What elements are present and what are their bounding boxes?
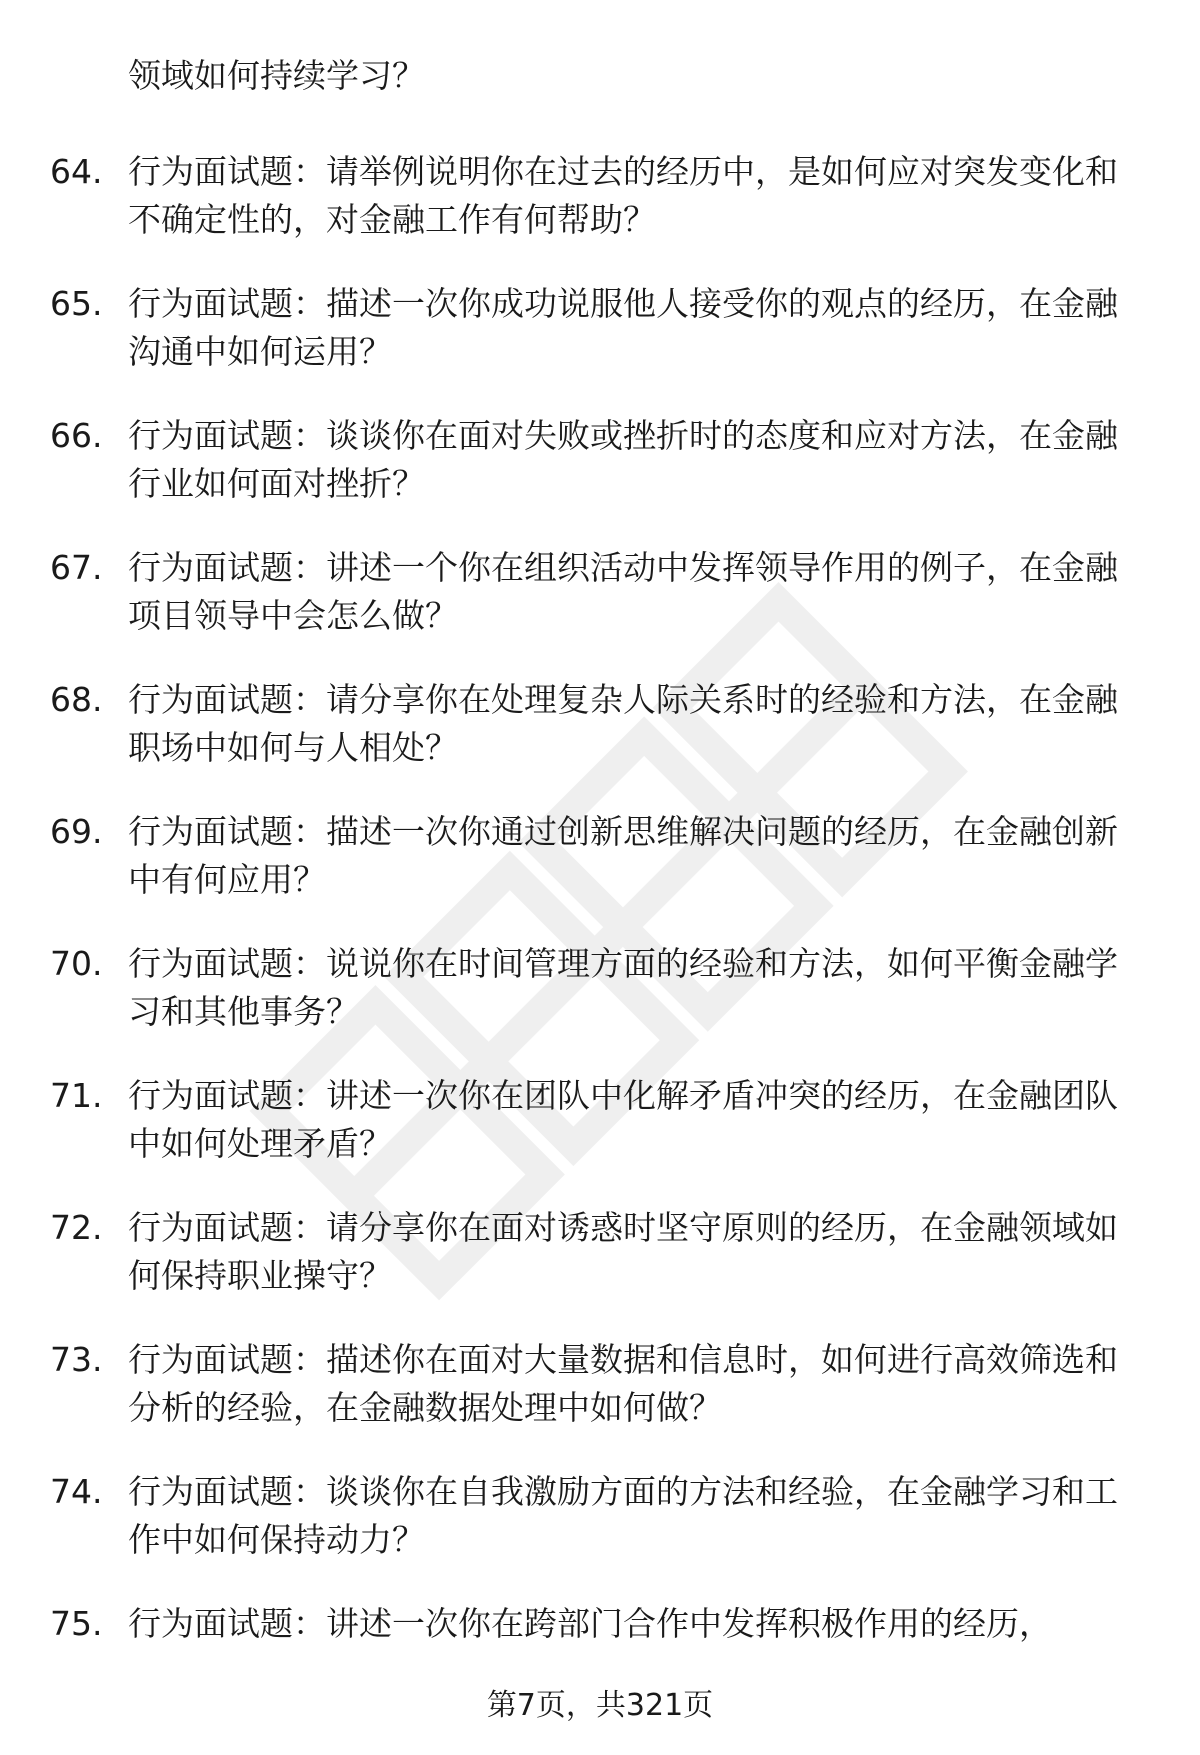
question-number: 71. bbox=[50, 1076, 103, 1115]
question-number: 72. bbox=[50, 1208, 103, 1247]
question-number: 74. bbox=[50, 1472, 103, 1511]
continuation-text: 领域如何持续学习？ bbox=[128, 56, 425, 95]
question-item bbox=[0, 1072, 1200, 1204]
question-number: 69. bbox=[50, 812, 103, 851]
question-text: 行为面试题：描述一次你成功说服他人接受你的观点的经历，在金融沟通中如何运用？ bbox=[128, 284, 1118, 371]
question-number: 64. bbox=[50, 152, 103, 191]
question-item bbox=[0, 412, 1200, 544]
question-item bbox=[0, 1468, 1200, 1600]
question-number: 75. bbox=[50, 1604, 103, 1643]
question-text: 行为面试题：请分享你在处理复杂人际关系时的经验和方法，在金融职场中如何与人相处？ bbox=[128, 680, 1118, 767]
question-number: 67. bbox=[50, 548, 103, 587]
question-item bbox=[0, 1336, 1200, 1468]
question-number: 70. bbox=[50, 944, 103, 983]
question-item bbox=[0, 280, 1200, 412]
question-text: 行为面试题：说说你在时间管理方面的经验和方法，如何平衡金融学习和其他事务？ bbox=[128, 944, 1118, 1031]
question-text: 行为面试题：讲述一次你在团队中化解矛盾冲突的经历，在金融团队中如何处理矛盾？ bbox=[128, 1076, 1118, 1163]
question-item bbox=[0, 1204, 1200, 1336]
question-number: 66. bbox=[50, 416, 103, 455]
question-text: 行为面试题：谈谈你在面对失败或挫折时的态度和应对方法，在金融行业如何面对挫折？ bbox=[128, 416, 1118, 503]
question-text: 行为面试题：描述一次你通过创新思维解决问题的经历，在金融创新中有何应用？ bbox=[128, 812, 1118, 899]
question-text: 行为面试题：描述你在面对大量数据和信息时，如何进行高效筛选和分析的经验，在金融数据处理中如何做？ bbox=[128, 1340, 1118, 1427]
question-text: 行为面试题：谈谈你在自我激励方面的方法和经验，在金融学习和工作中如何保持动力？ bbox=[128, 1472, 1118, 1559]
question-text: 行为面试题：讲述一次你在跨部门合作中发挥积极作用的经历， bbox=[128, 1604, 1052, 1643]
question-text: 行为面试题：讲述一个你在组织活动中发挥领导作用的例子，在金融项目领导中会怎么做？ bbox=[128, 548, 1118, 635]
question-item bbox=[0, 676, 1200, 808]
question-item bbox=[0, 148, 1200, 280]
question-number: 68. bbox=[50, 680, 103, 719]
question-item bbox=[0, 544, 1200, 676]
question-text: 行为面试题：请举例说明你在过去的经历中，是如何应对突发变化和不确定性的，对金融工作有何帮助？ bbox=[128, 152, 1118, 239]
question-number: 65. bbox=[50, 284, 103, 323]
question-item bbox=[0, 940, 1200, 1072]
question-item bbox=[0, 808, 1200, 940]
question-text: 行为面试题：请分享你在面对诱惑时坚守原则的经历，在金融领域如何保持职业操守？ bbox=[128, 1208, 1118, 1295]
question-list bbox=[0, 148, 1200, 1732]
question-number: 73. bbox=[50, 1340, 103, 1379]
page-footer: 第7页，共321页 bbox=[486, 1688, 714, 1723]
